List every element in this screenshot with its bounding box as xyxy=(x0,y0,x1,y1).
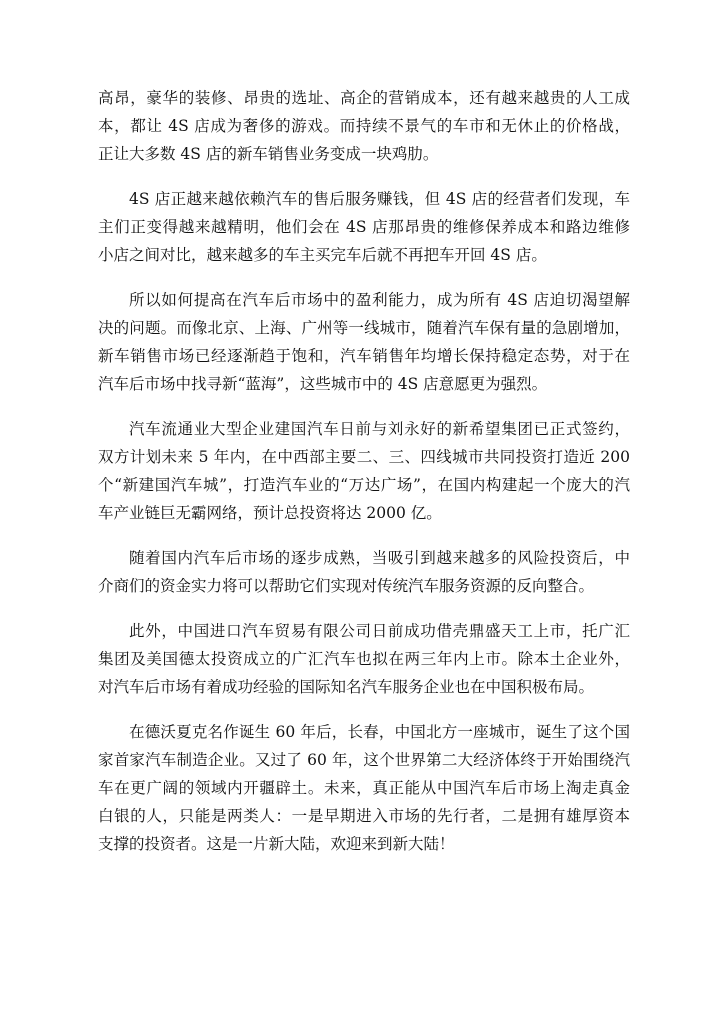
text-line: 汽车流通业大型企业建国汽车日前与刘永好的新希望集团已正式签约， xyxy=(129,420,630,438)
text-line: 汽车后市场中找寻新“蓝海”，这些城市中的 4S 店意愿更为强烈。 xyxy=(98,375,548,393)
text-line: 家首家汽车制造企业。又过了 60 年，这个世界第二大经济体终于开始围绕汽 xyxy=(98,751,630,769)
text-line: 4S 店正越来越依赖汽车的售后服务赚钱，但 4S 店的经营者们发现，车 xyxy=(129,190,630,208)
text-line: 主们正变得越来越精明，他们会在 4S 店那昂贵的维修保养成本和路边维修 xyxy=(98,218,630,236)
text-line: 高昂，豪华的装修、昂贵的选址、高企的营销成本，还有越来越贵的人工成 xyxy=(98,89,630,107)
paragraph-6 xyxy=(98,617,630,701)
paragraph-2 xyxy=(98,185,630,269)
text-line: 随着国内汽车后市场的逐步成熟，当吸引到越来越多的风险投资后，中 xyxy=(129,549,630,567)
text-line: 白银的人，只能是两类人：一是早期进入市场的先行者，二是拥有雄厚资本 xyxy=(98,807,630,825)
text-line: 本，都让 4S 店成为奢侈的游戏。而持续不景气的车市和无休止的价格战， xyxy=(98,117,630,135)
text-line: 在德沃夏克名作诞生 60 年后，长春，中国北方一座城市，诞生了这个国 xyxy=(129,723,630,741)
text-line: 所以如何提高在汽车后市场中的盈利能力，成为所有 4S 店迫切渴望解 xyxy=(129,291,630,309)
text-line: 集团及美国德太投资成立的广汇汽车也拟在两三年内上市。除本土企业外， xyxy=(98,650,630,668)
paragraph-5 xyxy=(98,544,630,600)
text-line: 新车销售市场已经逐渐趋于饱和，汽车销售年均增长保持稳定态势，对于在 xyxy=(98,347,630,365)
text-line: 车产业链巨无霸网络，预计总投资将达 2000 亿。 xyxy=(98,504,442,522)
text-line: 车在更广阔的领域内开疆辟土。未来，真正能从中国汽车后市场上淘走真金 xyxy=(98,779,630,797)
text-line: 双方计划未来 5 年内，在中西部主要二、三、四线城市共同投资打造近 200 xyxy=(98,448,630,466)
paragraph-1 xyxy=(98,84,630,168)
text-line: 决的问题。而像北京、上海、广州等一线城市，随着汽车保有量的急剧增加， xyxy=(98,319,630,337)
paragraph-3 xyxy=(98,286,630,398)
document-body xyxy=(98,84,630,875)
paragraph-4 xyxy=(98,415,630,527)
text-line: 支撑的投资者。这是一片新大陆，欢迎来到新大陆！ xyxy=(98,835,455,853)
text-line: 此外，中国进口汽车贸易有限公司日前成功借壳鼎盛天工上市，托广汇 xyxy=(129,622,630,640)
text-line: 个“新建国汽车城”，打造汽车业的“万达广场”，在国内构建起一个庞大的汽 xyxy=(98,476,630,494)
text-line: 小店之间对比，越来越多的车主买完车后就不再把车开回 4S 店。 xyxy=(98,246,547,264)
paragraph-7 xyxy=(98,718,630,858)
text-line: 正让大多数 4S 店的新车销售业务变成一块鸡肋。 xyxy=(98,145,439,163)
text-line: 介商们的资金实力将可以帮助它们实现对传统汽车服务资源的反向整合。 xyxy=(98,577,595,595)
text-line: 对汽车后市场有着成功经验的国际知名汽车服务企业也在中国积极布局。 xyxy=(98,678,595,696)
